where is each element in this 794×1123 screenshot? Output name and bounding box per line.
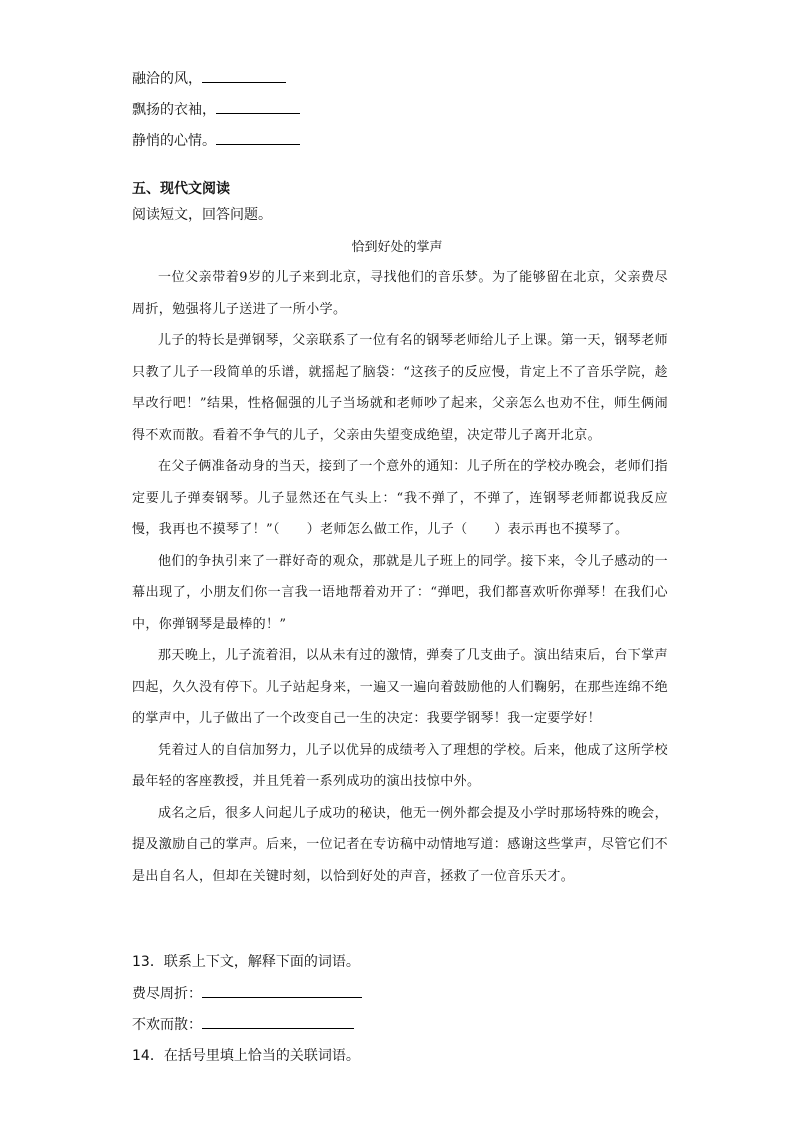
fill-line-1 (132, 68, 286, 89)
question-13-item-2 (132, 1014, 354, 1035)
article-paragraph: 成名之后，很多人问起儿子成功的秘诀，他无一例外都会提及小学时那场特殊的晚会，提及激励自己的掌声。后来，一位记者在专访稿中动情地写道：感谢这些掌声，尽管它们不是出自名人，但却在关键时刻，以恰到好处的声音，拯救了一位音乐天才。 (132, 805, 669, 884)
article-paragraph: 那天晚上，儿子流着泪，以从未有过的激情，弹奏了几支曲子。演出结束后，台下掌声四起，久久没有停下。儿子站起身来，一遍又一遍向着鼓励他的人们鞠躬，在那些连绵不绝的掌声中，儿子做出了一个改变自己一生的决定：我要学钢琴！我一定要学好！ (132, 648, 669, 726)
q13-answer-blank-2[interactable] (202, 1014, 354, 1029)
fill-line-2 (132, 99, 300, 120)
section-title: 五、现代文阅读 (132, 181, 230, 197)
question-13-stem: 13．联系上下文，解释下面的词语。 (132, 954, 360, 970)
fill-line-2-label: 飘扬的衣袖， (132, 102, 216, 118)
article-paragraph: 他们的争执引来了一群好奇的观众，那就是儿子班上的同学。接下来，令儿子感动的一幕出现了，小朋友们你一言我一语地帮着劝开了：“弹吧，我们都喜欢听你弹琴！在我们心中，你弹钢琴是最棒的！” (132, 553, 668, 632)
question-13-item-1 (132, 983, 362, 1004)
article-paragraph: 在父子俩准备动身的当天，接到了一个意外的通知：儿子所在的学校办晚会，老师们指定要儿子弹奏钢琴。儿子显然还在气头上：“我不弹了，不弹了，连钢琴老师都说我反应慢，我再也不摸琴了！”（ ）老师怎么做工作，儿子（ ）表示再也不摸琴了。 (132, 459, 668, 537)
answer-blank-3[interactable] (216, 130, 300, 145)
fill-line-1-label: 融洽的风， (132, 71, 202, 87)
article-paragraph: 凭着过人的自信加努力，儿子以优异的成绩考入了理想的学校。后来，他成了这所学校最年轻的客座教授，并且凭着一系列成功的演出技惊中外。 (132, 742, 668, 789)
fill-line-3 (132, 130, 300, 151)
answer-blank-2[interactable] (216, 99, 300, 114)
article-paragraph: 一位父亲带着9岁的儿子来到北京，寻找他们的音乐梦。为了能够留在北京，父亲费尽周折，勉强将儿子送进了一所小学。 (132, 270, 668, 317)
article-title: 恰到好处的掌声 (351, 240, 443, 255)
q13-term-1: 费尽周折： (132, 986, 202, 1002)
instruction: 阅读短文，回答问题。 (132, 207, 272, 223)
article-paragraph: 儿子的特长是弹钢琴，父亲联系了一位有名的钢琴老师给儿子上课。第一天，钢琴老师只教了儿子一段简单的乐谱，就摇起了脑袋：“这孩子的反应慢，肯定上不了音乐学院，趁早改行吧！”结果，性格倔强的儿子当场就和老师吵了起来，父亲怎么也劝不住，师生俩闹得不欢而散。看着不争气的儿子，父亲由失望变成绝望，决定带儿子离开北京。 (132, 333, 668, 443)
answer-blank-1[interactable] (202, 68, 286, 83)
fill-line-3-label: 静悄的心情。 (132, 133, 216, 149)
article-body (132, 262, 668, 892)
question-14-stem: 14．在括号里填上恰当的关联词语。 (132, 1048, 360, 1064)
q13-term-2: 不欢而散： (132, 1017, 202, 1033)
q13-answer-blank-1[interactable] (202, 983, 362, 998)
